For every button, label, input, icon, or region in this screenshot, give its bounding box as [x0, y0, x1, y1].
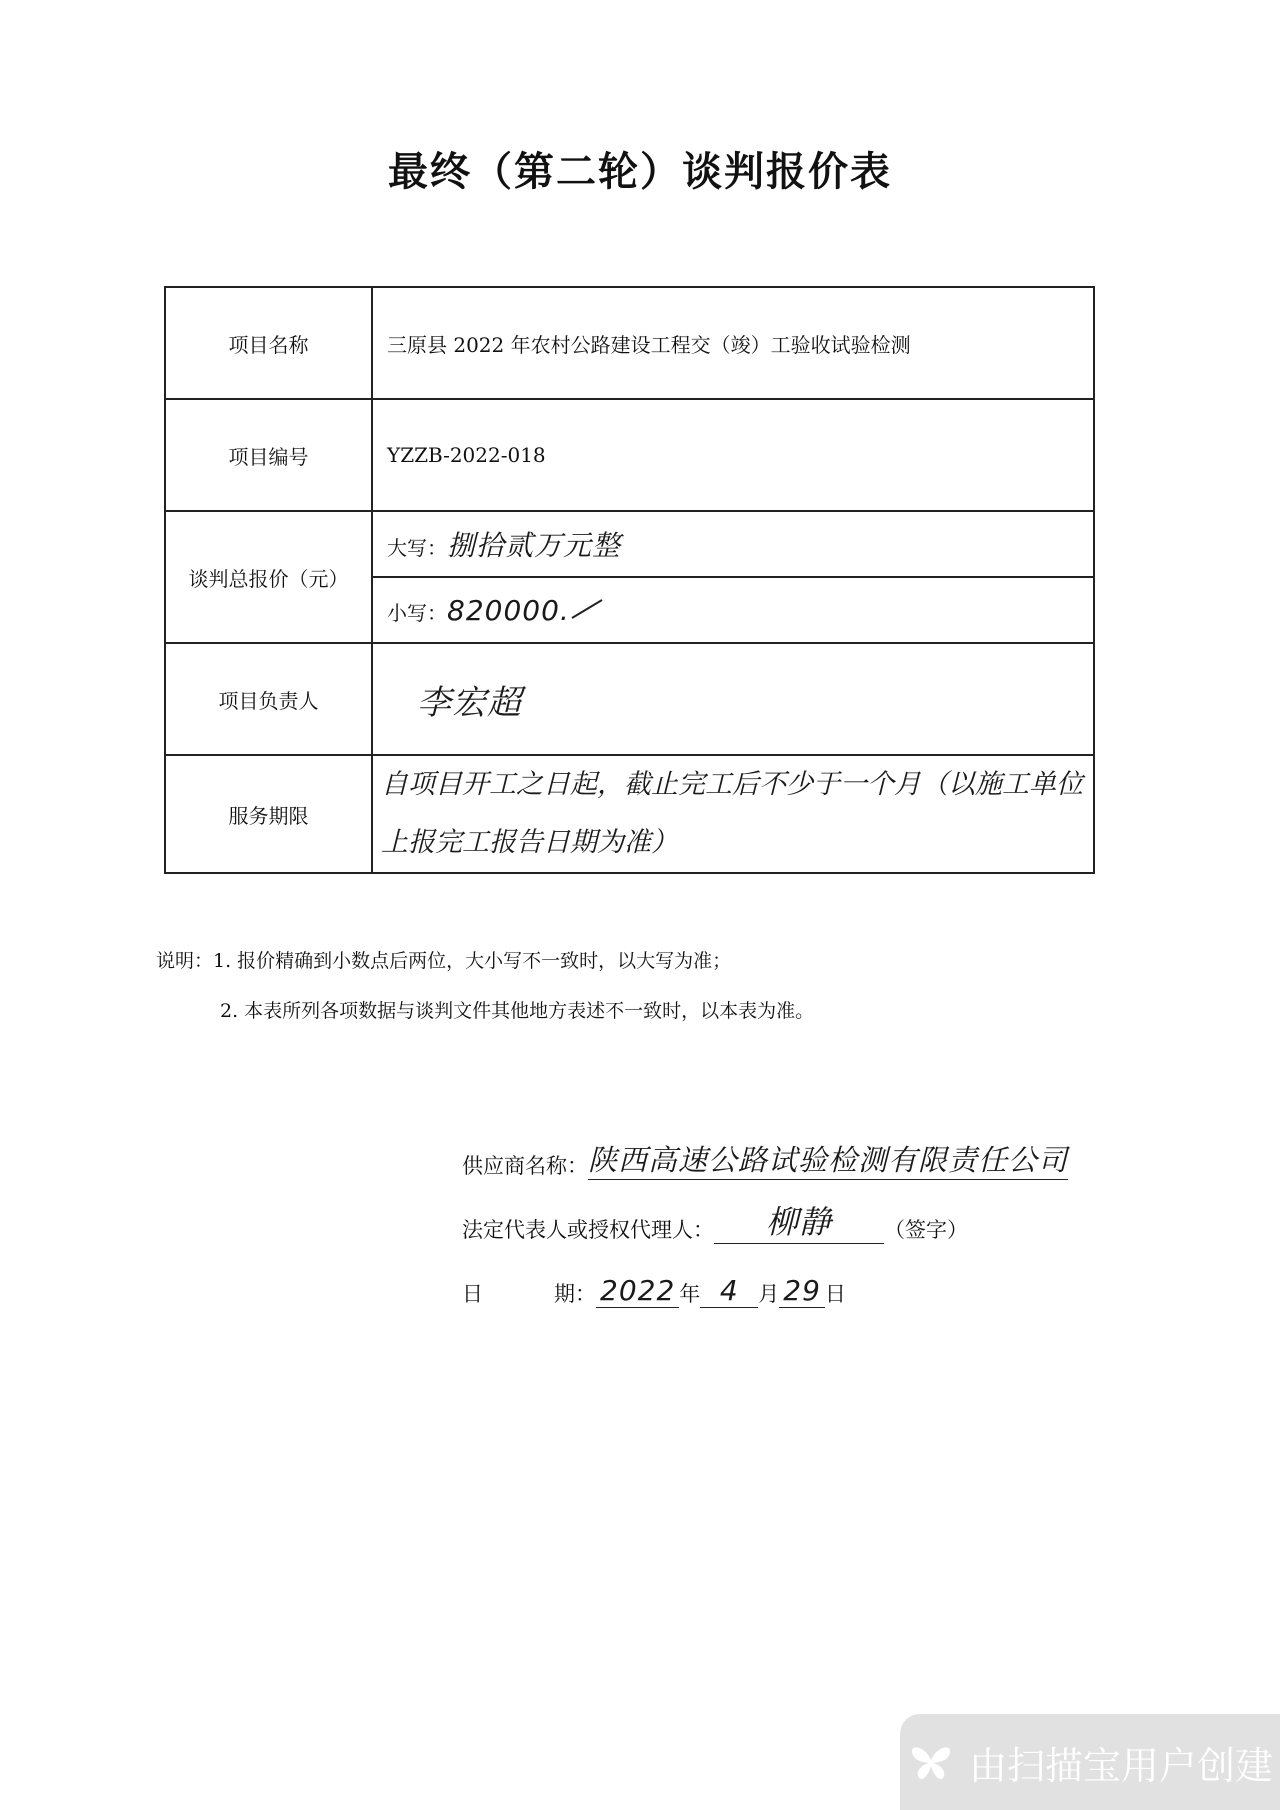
date-year: 2022 [596, 1274, 679, 1308]
table-row [165, 643, 1094, 755]
service-line-2: 上报完工报告日期为准） [381, 827, 678, 858]
butterfly-icon [907, 1738, 955, 1786]
day-unit: 日 [824, 1282, 846, 1306]
price-upper-value: 捌拾贰万元整 [447, 529, 622, 562]
date-row [462, 1244, 1068, 1308]
service-line-1: 自项目开工之日起，截止完工后不少于一个月（以施工单位 [381, 769, 1083, 800]
project-no-value: YZZB-2022-018 [372, 399, 1094, 511]
manager-label: 项目负责人 [165, 643, 372, 755]
check-mark-icon [570, 598, 604, 620]
price-upper-cell [372, 511, 1094, 577]
year-unit: 年 [679, 1282, 701, 1306]
rep-signature: 柳静 [714, 1197, 884, 1244]
price-lower-cell [372, 577, 1094, 643]
page-title: 最终（第二轮）谈判报价表 [388, 149, 892, 195]
project-name-label: 项目名称 [165, 287, 372, 399]
manager-value: 李宏超 [417, 682, 522, 723]
price-lower-value: 820000. [447, 593, 570, 627]
note-line-1: 说明：1. 报价精确到小数点后两位，大小写不一致时，以大写为准； [156, 950, 732, 972]
supplier-row [462, 1116, 1068, 1180]
notes [156, 936, 814, 1036]
manager-cell [372, 643, 1094, 755]
supplier-label: 供应商名称： [462, 1154, 588, 1178]
table-row [165, 287, 1094, 399]
rep-suffix: （签字） [884, 1218, 968, 1242]
table-row [165, 511, 1094, 577]
rep-row [462, 1180, 1068, 1244]
price-lower-label: 小写： [387, 600, 447, 625]
watermark [900, 1714, 1280, 1810]
date-month: 4 [700, 1274, 758, 1308]
month-unit: 月 [758, 1282, 780, 1306]
supplier-value: 陕西高速公路试验检测有限责任公司 [588, 1138, 1068, 1180]
date-label-2: 期： [554, 1282, 596, 1306]
signature-block [462, 1116, 1068, 1308]
project-name-value: 三原县 2022 年农村公路建设工程交（竣）工验收试验检测 [372, 287, 1094, 399]
table-row [165, 755, 1094, 873]
rep-label: 法定代表人或授权代理人： [462, 1218, 714, 1242]
date-day: 29 [779, 1274, 825, 1308]
note-line-2: 2. 本表所列各项数据与谈判文件其他地方表述不一致时，以本表为准。 [220, 1000, 815, 1022]
date-label-1: 日 [462, 1282, 483, 1306]
project-no-label: 项目编号 [165, 399, 372, 511]
service-cell [372, 755, 1094, 873]
quote-table [164, 286, 1095, 874]
price-upper-label: 大写： [387, 536, 447, 560]
service-label: 服务期限 [165, 755, 372, 873]
price-label: 谈判总报价（元） [165, 511, 372, 643]
table-row [165, 399, 1094, 511]
watermark-text: 由扫描宝用户创建 [968, 1743, 1273, 1788]
